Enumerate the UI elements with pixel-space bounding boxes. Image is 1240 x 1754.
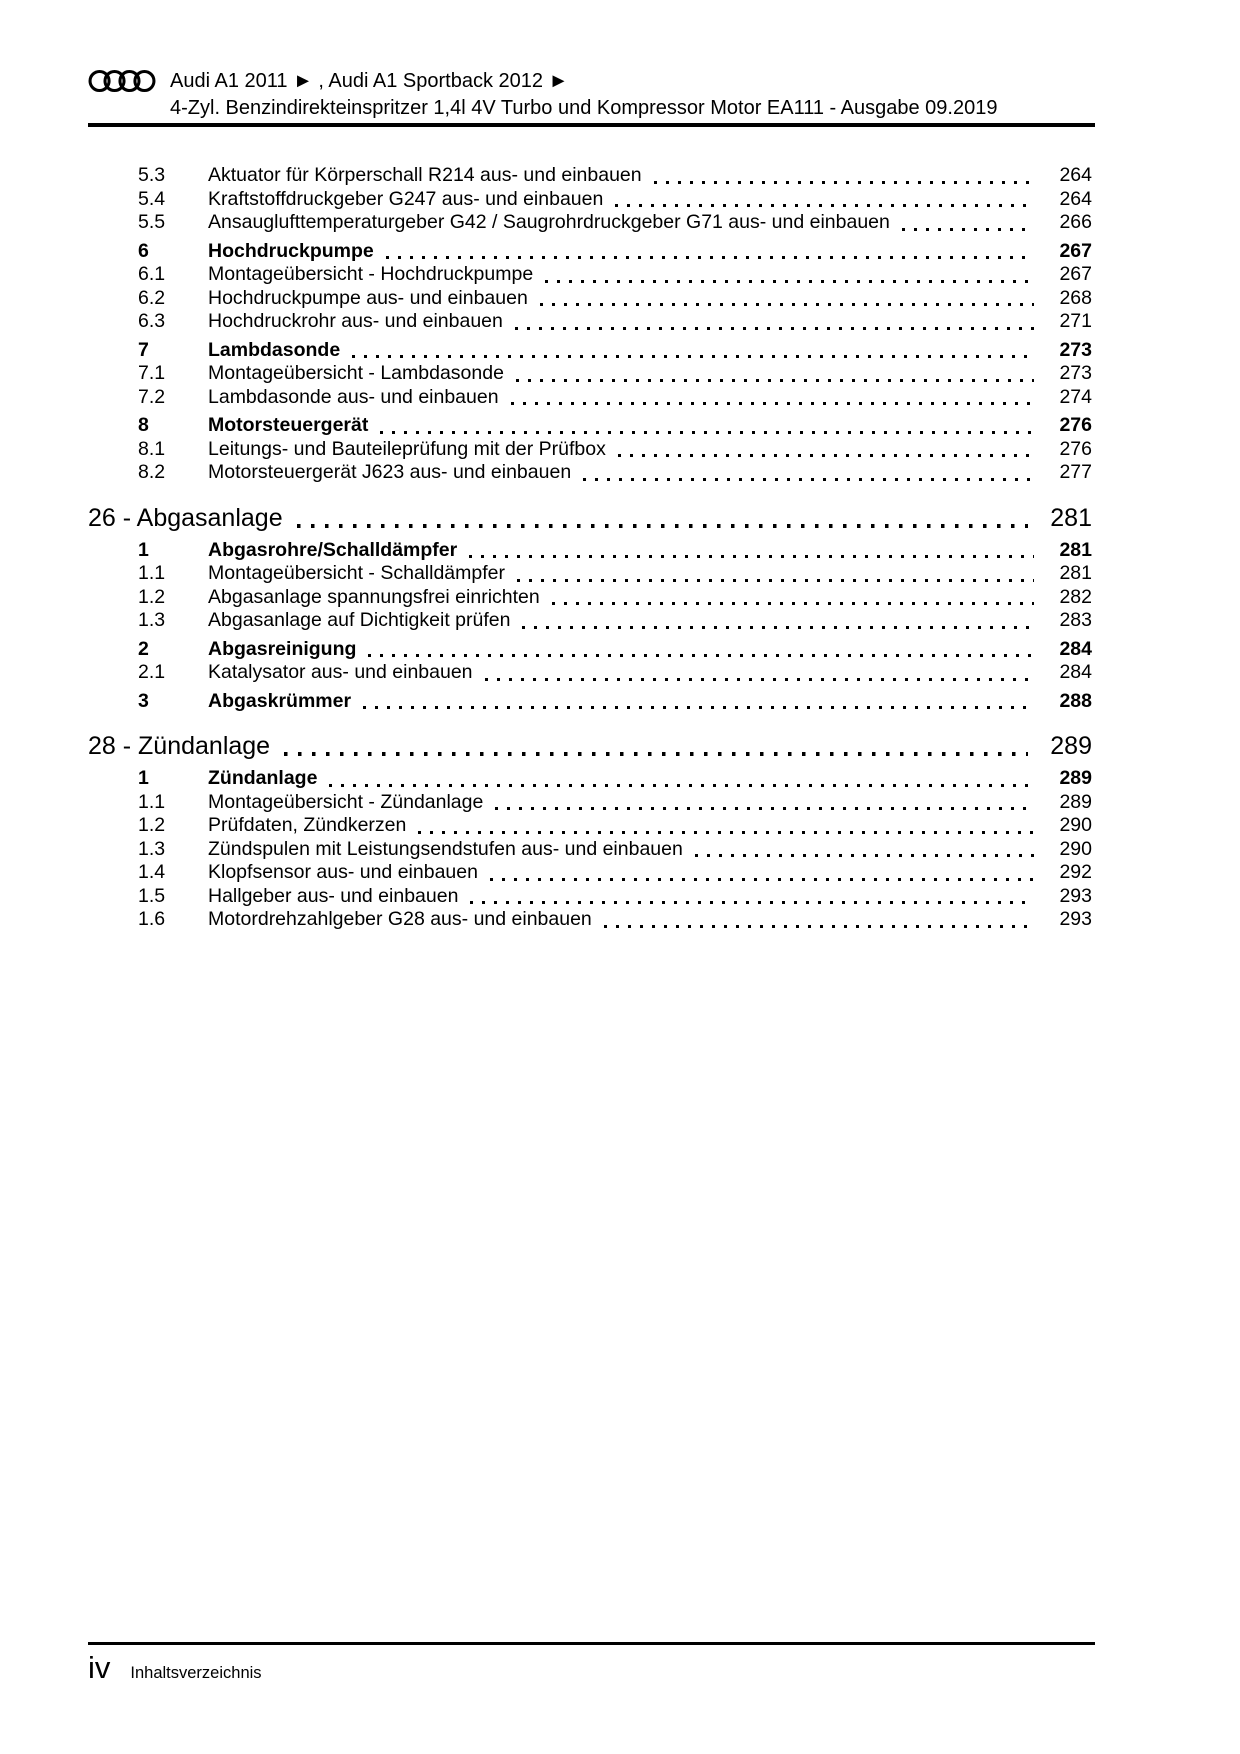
toc-entry-title: Lambdasonde [208,338,341,361]
toc-entry-page: 271 [1059,310,1092,332]
footer-rule [88,1642,1095,1645]
toc-entry-title: Aktuator für Körperschall R214 aus- und einbauen [208,164,642,186]
toc-section-row [88,638,1092,662]
dot-leader [386,256,1034,259]
toc-entry-title: Motordrehzahlgeber G28 aus- und einbauen [208,908,592,930]
toc-entry-number: 7.2 [138,385,166,408]
toc-entry-title: Motorsteuergerät J623 aus- und einbauen [208,461,572,483]
toc-section-row [88,690,1092,714]
toc-entry-page: 289 [1059,790,1092,813]
toc-entry-number: 7 [138,338,149,361]
footer-content [88,1650,1095,1686]
toc-subsection-row [88,386,1092,410]
dot-leader [695,854,1034,857]
toc-subsection-row [88,438,1092,462]
toc-entry-title: Montageübersicht - Hochdruckpumpe [208,263,534,285]
toc-entry-page: 277 [1059,461,1092,483]
dot-leader [470,901,1034,904]
toc-subsection-row [88,885,1092,909]
audi-rings-icon [88,68,156,94]
toc-entry-page: 293 [1059,884,1092,907]
toc-entry-page: 288 [1059,689,1092,712]
toc-entry-page: 284 [1059,661,1092,683]
toc-subsection-row [88,661,1092,685]
toc-entry-title: Motorsteuergerät [208,414,369,436]
toc-subsection-row [88,164,1092,188]
toc-entry-title: Abgasanlage auf Dichtigkeit prüfen [208,609,511,631]
dot-leader [368,654,1034,657]
toc-section-row [88,539,1092,563]
toc-subsection-row [88,908,1092,932]
toc-chapter-page: 289 [1050,732,1092,760]
dot-leader [517,579,1034,582]
toc-entry-number: 8.1 [138,437,166,460]
toc-chapter-row [88,730,1092,762]
dot-leader [380,431,1034,434]
toc-entry-number: 1.3 [138,837,166,860]
toc-entry-title: Abgasanlage spannungsfrei einrichten [208,585,540,608]
toc-entry-title: Lambdasonde aus- und einbauen [208,385,499,408]
page-footer [88,1642,1095,1686]
toc-entry-page: 267 [1059,239,1092,262]
toc-entry-number: 1.4 [138,861,166,883]
dot-leader [552,602,1034,605]
dot-leader [515,327,1034,330]
toc-entry-number: 1.3 [138,609,166,631]
toc-entry-page: 273 [1059,338,1092,361]
toc-entry-number: 8.2 [138,461,166,483]
toc-entry-number: 2 [138,637,149,660]
toc-entry-page: 281 [1059,562,1092,584]
toc-entry-number: 1.6 [138,908,166,930]
dot-leader [654,181,1034,184]
toc-subsection-row [88,263,1092,287]
toc-entry-number: 1.1 [138,790,166,813]
toc-entry-number: 5.4 [138,187,166,210]
toc-entry-number: 1.2 [138,585,166,608]
toc-entry-title: Katalysator aus- und einbauen [208,661,473,683]
dot-leader [604,925,1034,928]
toc-entry-page: 276 [1059,414,1092,436]
toc-entry-number: 3 [138,689,149,712]
toc-entry-number: 1.1 [138,562,166,584]
toc-chapter-page: 281 [1050,503,1092,532]
toc-entry-number: 1 [138,767,149,789]
toc-section-row [88,240,1092,264]
header-engine-line: 4-Zyl. Benzindirekteinspritzer 1,4l 4V Turbo und Kompressor Motor EA111 - Ausgabe 09.2019 [170,97,998,119]
page-header [88,68,1095,127]
toc-chapter-title: 26 - Abgasanlage [88,503,283,532]
toc-subsection-row [88,310,1092,334]
toc-entry-title: Prüfdaten, Zündkerzen [208,814,407,836]
header-line1 [88,68,1095,94]
toc-subsection-row [88,287,1092,311]
toc-entry-page: 264 [1059,164,1092,186]
dot-leader [469,555,1034,558]
toc-entry-title: Kraftstoffdruckgeber G247 aus- und einbauen [208,187,604,210]
toc-entry-page: 293 [1059,908,1092,930]
toc-entry-title: Hochdruckpumpe aus- und einbauen [208,286,528,309]
toc-section-row [88,414,1092,438]
dot-leader [522,626,1034,629]
toc-entry-page: 283 [1059,609,1092,631]
toc-entry-title: Abgaskrümmer [208,689,352,712]
dot-leader [511,402,1034,405]
toc-entry-page: 264 [1059,187,1092,210]
toc-entry-page: 276 [1059,437,1092,460]
toc-entry-number: 6.1 [138,263,166,285]
toc-subsection-row [88,461,1092,485]
toc-entry-number: 6.3 [138,310,166,332]
toc-entry-number: 7.1 [138,362,166,384]
toc-entry-title: Montageübersicht - Zündanlage [208,790,484,813]
toc-entry-title: Leitungs- und Bauteileprüfung mit der Prüfbox [208,437,606,460]
dot-leader [485,678,1034,681]
toc-entry-page: 274 [1059,385,1092,408]
toc-entry-number: 1.5 [138,884,166,907]
dot-leader [363,706,1034,709]
toc-entry-number: 5.5 [138,211,166,233]
dot-leader [284,752,1028,756]
dot-leader [352,355,1034,358]
toc-entry-title: Ansauglufttemperaturgeber G42 / Saugrohrdruckgeber G71 aus- und einbauen [208,211,890,233]
toc-entry-page: 282 [1059,585,1092,608]
toc-entry-title: Abgasrohre/Schalldämpfer [208,538,458,561]
dot-leader [297,524,1028,528]
footer-section-label: Inhaltsverzeichnis [130,1664,262,1682]
toc-chapter-row [88,502,1092,534]
toc-entry-title: Hochdruckpumpe [208,239,374,262]
toc-subsection-row [88,861,1092,885]
toc-entry-page: 290 [1059,837,1092,860]
toc-entry-page: 290 [1059,814,1092,836]
dot-leader [540,303,1034,306]
toc-entry-number: 8 [138,414,149,436]
toc-subsection-row [88,362,1092,386]
header-rule [88,123,1095,127]
toc-entry-title: Zündspulen mit Leistungsendstufen aus- und einbauen [208,837,683,860]
toc-entry-title: Hochdruckrohr aus- und einbauen [208,310,503,332]
toc-entry-page: 267 [1059,263,1092,285]
dot-leader [615,204,1034,207]
header-model-line: Audi A1 2011 ► , Audi A1 Sportback 2012 ► [170,69,569,92]
toc-entry-page: 292 [1059,861,1092,883]
toc-subsection-row [88,791,1092,815]
dot-leader [583,478,1034,481]
toc-entry-title: Klopfsensor aus- und einbauen [208,861,478,883]
dot-leader [329,784,1034,787]
toc-section-row [88,339,1092,363]
toc-entry-number: 2.1 [138,661,166,683]
toc-subsection-row [88,211,1092,235]
dot-leader [618,454,1034,457]
toc-subsection-row [88,609,1092,633]
footer-page-label: iv [88,1650,111,1685]
toc-entry-number: 1.2 [138,814,166,836]
dot-leader [545,280,1034,283]
toc-entry-number: 6.2 [138,286,166,309]
dot-leader [902,228,1034,231]
toc-entry-page: 266 [1059,211,1092,233]
toc-entry-page: 281 [1059,538,1092,561]
toc-section-row [88,767,1092,791]
toc-chapter-title: 28 - Zündanlage [88,732,271,760]
toc-entry-page: 273 [1059,362,1092,384]
dot-leader [495,807,1034,810]
toc-entry-title: Zündanlage [208,767,318,789]
toc-entry-number: 5.3 [138,164,166,186]
toc-entry-page: 289 [1059,767,1092,789]
dot-leader [490,878,1034,881]
toc-entry-title: Montageübersicht - Lambdasonde [208,362,504,384]
dot-leader [418,831,1034,834]
toc-subsection-row [88,814,1092,838]
toc-subsection-row [88,586,1092,610]
dot-leader [516,379,1034,382]
toc-subsection-row [88,188,1092,212]
toc-entry-number: 1 [138,538,149,561]
toc-entry-title: Montageübersicht - Schalldämpfer [208,562,505,584]
toc-entry-number: 6 [138,239,149,262]
toc-entry-title: Hallgeber aus- und einbauen [208,884,459,907]
toc-subsection-row [88,562,1092,586]
toc-subsection-row [88,838,1092,862]
toc-entry-title: Abgasreinigung [208,637,357,660]
table-of-contents [88,164,1092,932]
toc-entry-page: 284 [1059,637,1092,660]
toc-entry-page: 268 [1059,286,1092,309]
